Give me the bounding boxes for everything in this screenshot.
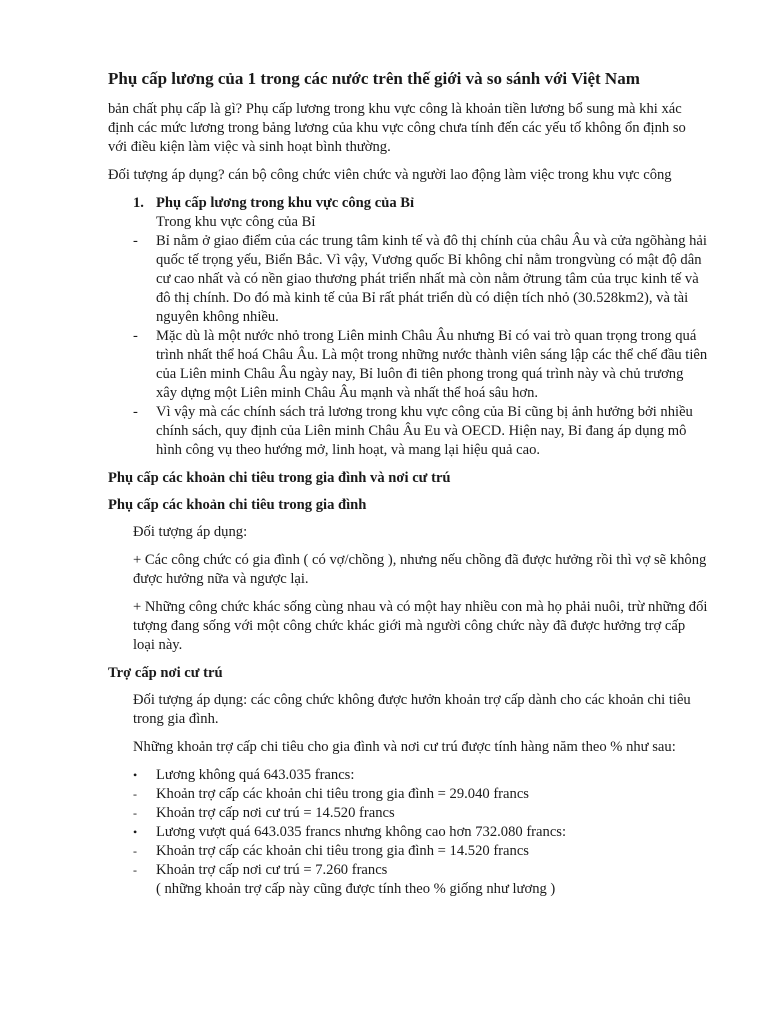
list-item-text: Khoản trợ cấp các khoản chi tiêu trong gia đình = 29.040 francs [156,786,529,802]
section-1-number: 1. [133,195,144,211]
heading-residence: Trợ cấp nơi cư trú [108,665,223,681]
list-marker: - [133,806,137,820]
list-item [108,232,708,327]
document-title: Phụ cấp lương của 1 trong các nước trên thế giới và so sánh với Việt Nam [108,69,640,88]
list-item-text: Lương vượt quá 643.035 francs nhưng không cao hơn 732.080 francs: [156,824,567,840]
residence-paragraph-1: Đối tượng áp dụng: các công chức không được hưởn khoản trợ cấp dành cho các khoản chi tiêu trong gia đình. [133,692,691,727]
dash-marker: - [133,328,138,344]
list-item [108,861,708,880]
list-item [108,403,708,460]
family-paragraph-2: + Những công chức khác sống cùng nhau và có một hay nhiều con mà họ phải nuôi, trừ những đối tượng đang sống với một công chức khác giới mà người công chức này đã được hưởng trợ cấp loại này. [133,599,708,653]
family-paragraph-1: + Các công chức có gia đình ( có vợ/chồng ), nhưng nếu chồng đã được hưởng rồi thì vợ sẽ không được hưởng nữa và ngược lại. [133,552,707,587]
heading-family: Phụ cấp các khoản chi tiêu trong gia đình [108,497,367,513]
intro-paragraph-1: bản chất phụ cấp là gì? Phụ cấp lương trong khu vực công là khoản tiền lương bổ sung mà khi xác định các mức lương trong bảng lương của khu vực công chưa tính đến các yếu tố không ổn định so với điều kiện làm việc và sinh hoạt bình thường. [108,101,686,155]
section-1-heading-block [108,194,708,232]
list-item [108,766,708,785]
dash-marker: - [133,404,138,420]
section-1-subheading: Trong khu vực công của Bỉ [156,214,316,230]
list-item [108,804,708,823]
family-subject-label: Đối tượng áp dụng: [133,524,248,540]
list-item-text: Vì vậy mà các chính sách trả lương trong khu vực công của Bỉ cũng bị ảnh hưởng bởi nhiều chính sách, quy định của Liên minh Châu Âu Eu và OECD. Hiện nay, Bỉ đang áp dụng mô hình công vụ theo hướng mở, linh hoạt, và mang lại hiệu quả cao. [156,404,693,458]
section-1-heading: Phụ cấp lương trong khu vực công của Bỉ [156,195,415,211]
list-marker: • [133,825,138,839]
list-marker: • [133,768,138,782]
list-item-text: Khoản trợ cấp nơi cư trú = 14.520 francs [156,805,395,821]
list-marker: - [133,844,137,858]
list-item-text: Khoản trợ cấp các khoản chi tiêu trong gia đình = 14.520 francs [156,843,529,859]
list-item-text: Lương không quá 643.035 francs: [156,767,355,783]
allowance-note: ( những khoản trợ cấp này cũng được tính theo % giống như lương ) [156,881,556,897]
list-item-text: Khoản trợ cấp nơi cư trú = 7.260 francs [156,862,388,878]
dash-marker: - [133,233,138,249]
list-item [108,327,708,403]
list-item-text: Bỉ nằm ở giao điểm của các trung tâm kinh tế và đô thị chính của châu Âu và cửa ngõhàng hải quốc tế trọng yếu, Biển Bắc. Vì vậy, Vương quốc Bỉ không chỉ nằm trongvùng có mật độ dân cư cao nhất và có nền giao thương phát triển nhất mà còn nằm ởtrung tâm của trục kinh tế và đô thị chính. Do đó mà kinh tế của Bỉ rất phát triển dù có diện tích nhỏ (30.528km2), và tài nguyên không nhiều. [156,233,707,325]
heading-family-residence: Phụ cấp các khoản chi tiêu trong gia đình và nơi cư trú [108,470,451,486]
allowance-list [108,766,708,899]
list-item [108,823,708,842]
list-item [108,785,708,804]
residence-paragraph-2: Những khoản trợ cấp chi tiêu cho gia đình và nơi cư trú được tính hàng năm theo % như sau: [133,739,676,755]
section-1-list [108,232,708,460]
list-marker: - [133,863,137,877]
list-item-text: Mặc dù là một nước nhỏ trong Liên minh Châu Âu nhưng Bỉ có vai trò quan trọng trong quá trình nhất thể hoá Châu Âu. Là một trong những nước thành viên sáng lập các thể chế đầu tiên của Liên minh Châu Âu ngày nay, Bỉ luôn đi tiên phong trong quá trình này và chủ trương xây dựng một Liên minh Châu Âu mạnh và nhất thể hoá sâu hơn. [156,328,708,401]
intro-paragraph-2: Đối tượng áp dụng? cán bộ công chức viên chức và người lao động làm việc trong khu vực công [108,167,672,183]
list-marker: - [133,787,137,801]
list-item [108,842,708,861]
